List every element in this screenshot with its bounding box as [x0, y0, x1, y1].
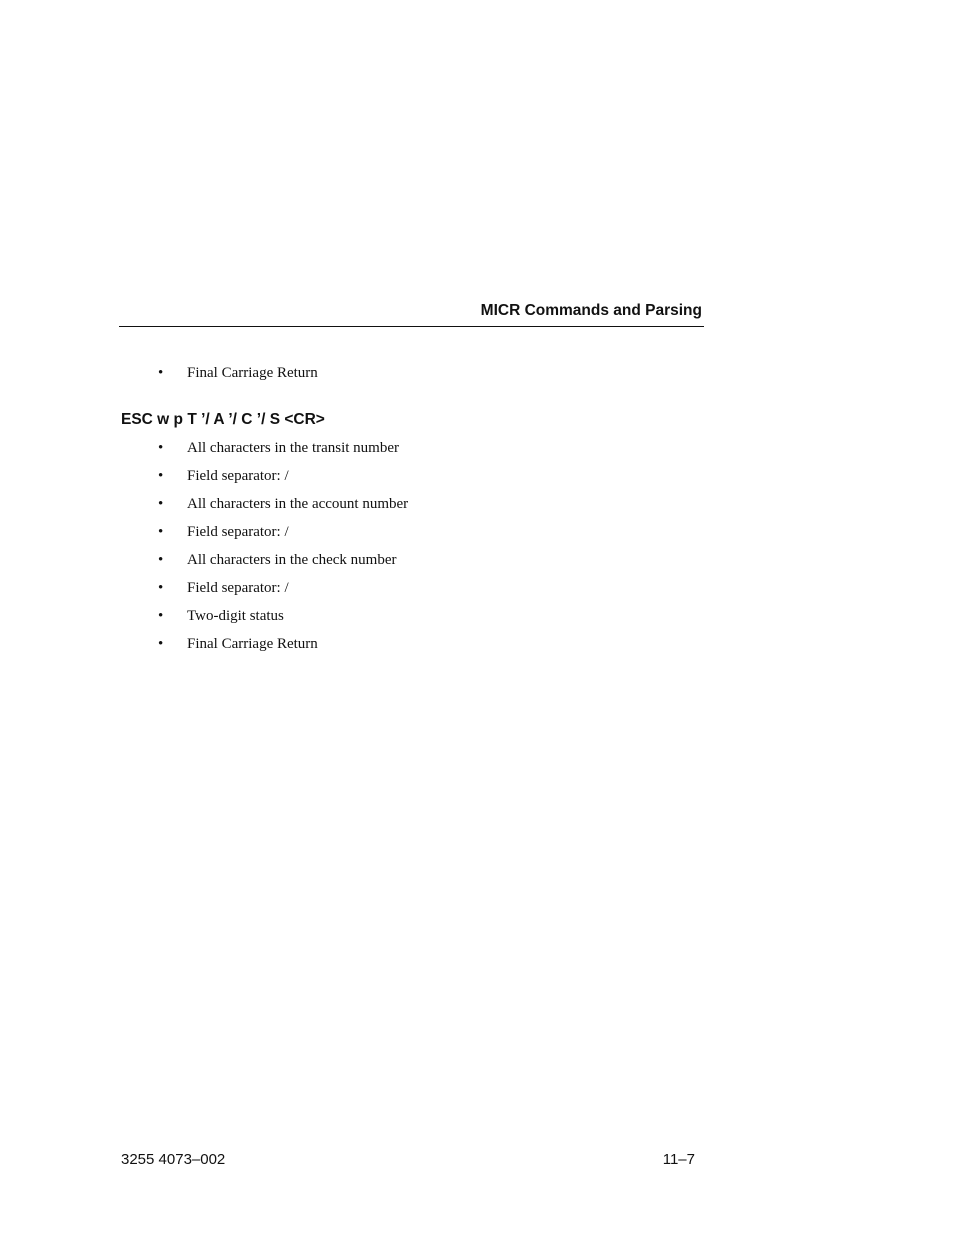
bullet-icon: •	[158, 608, 164, 624]
list-item-text: Field separator: /	[187, 524, 289, 540]
list-item-text: All characters in the account number	[187, 496, 409, 512]
list-item-text: All characters in the check number	[187, 552, 397, 568]
running-head-title: MICR Commands and Parsing	[480, 302, 702, 319]
list-item-text: Two-digit status	[187, 608, 284, 624]
footer-doc-number: 3255 4073–002	[121, 1151, 226, 1168]
footer-page-number: 11–7	[662, 1151, 695, 1168]
bullet-icon: •	[158, 636, 164, 652]
list-item-text: Field separator: /	[187, 580, 289, 596]
bullet-icon: •	[158, 580, 164, 596]
bullet-icon: •	[158, 440, 164, 456]
list-item-text: Final Carriage Return	[187, 636, 318, 652]
bullet-icon: •	[158, 468, 164, 484]
command-heading: ESC w p T ’/ A ’/ C ’/ S <CR>	[121, 411, 325, 428]
header-rule	[119, 326, 704, 327]
bullet-icon: •	[158, 496, 164, 512]
list-item-text: Final Carriage Return	[187, 365, 318, 381]
bullet-icon: •	[158, 365, 164, 381]
bullet-icon: •	[158, 524, 164, 540]
list-item-text: All characters in the transit number	[187, 440, 400, 456]
list-item-text: Field separator: /	[187, 468, 289, 484]
bullet-icon: •	[158, 552, 164, 568]
